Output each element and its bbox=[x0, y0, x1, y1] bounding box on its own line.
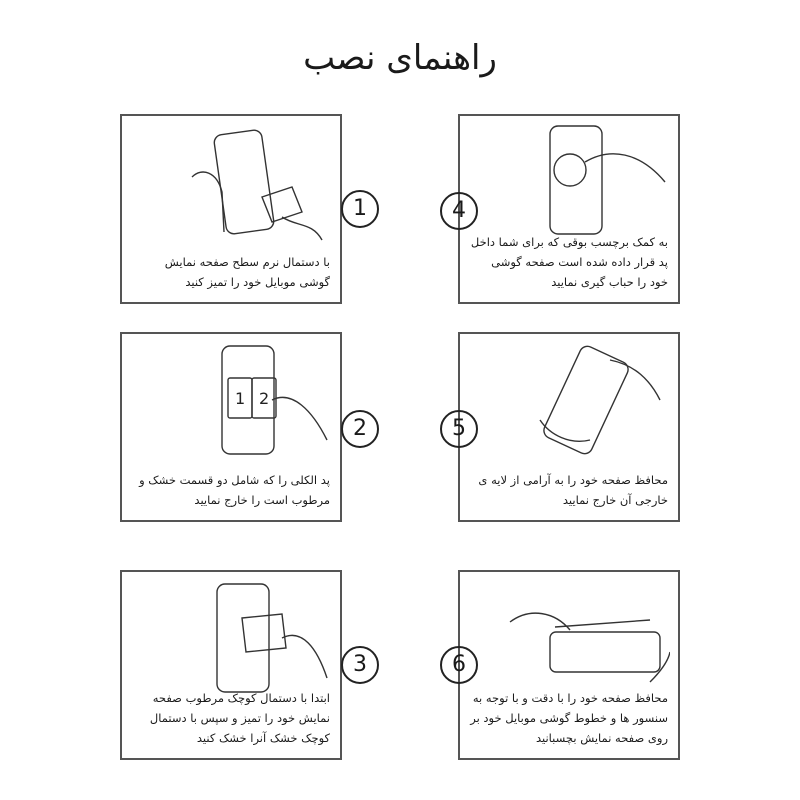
step-number-1: 1 bbox=[341, 190, 379, 228]
peel-film-illustration bbox=[500, 340, 670, 460]
alcohol-pad-illustration bbox=[162, 340, 332, 460]
step-card-6 bbox=[458, 570, 680, 760]
step-caption: محافظ صفحه خود را با دقت و با توجه به سنسور ها و خطوط گوشی موبایل خود بر روی صفحه نمایش بچسبانید bbox=[470, 691, 668, 745]
step-caption: با دستمال نرم سطح صفحه نمایش گوشی موبایل خود را تمیز کنید bbox=[164, 255, 330, 289]
phone-wipe-illustration bbox=[162, 122, 332, 242]
apply-protector-illustration bbox=[500, 582, 670, 702]
page-title: راهنمای نصب bbox=[303, 38, 497, 78]
step-caption: به کمک برچسب بوقی که برای شما داخل پد قرار داده شده است صفحه گوشی خود را حباب گیری نمایید bbox=[470, 235, 668, 289]
step-number-4: 4 bbox=[440, 192, 478, 230]
step-number-2: 2 bbox=[341, 410, 379, 448]
bubble-removal-illustration bbox=[500, 122, 670, 242]
step-card-5 bbox=[458, 332, 680, 522]
step-card-4 bbox=[458, 114, 680, 304]
step-card-2 bbox=[120, 332, 342, 522]
step-card-3 bbox=[120, 570, 342, 760]
step-number-6: 6 bbox=[440, 646, 478, 684]
step-card-1 bbox=[120, 114, 342, 304]
step-number-3: 3 bbox=[341, 646, 379, 684]
pad-label-dry: 1 bbox=[235, 389, 246, 408]
wet-wipe-illustration bbox=[162, 578, 332, 698]
pad-label-wet: 2 bbox=[259, 389, 270, 408]
step-caption: پد الکلی را که شامل دو قسمت خشک و مرطوب است را خارج نمایید bbox=[139, 473, 330, 507]
step-number-5: 5 bbox=[440, 410, 478, 448]
step-caption: ابتدا با دستمال کوچک مرطوب صفحه نمایش خود را تمیز و سپس با دستمال کوچک خشک آنرا خشک کنید bbox=[149, 691, 330, 745]
step-caption: محافظ صفحه خود را به آرامی از لایه ی خارجی آن خارج نمایید bbox=[478, 473, 668, 507]
